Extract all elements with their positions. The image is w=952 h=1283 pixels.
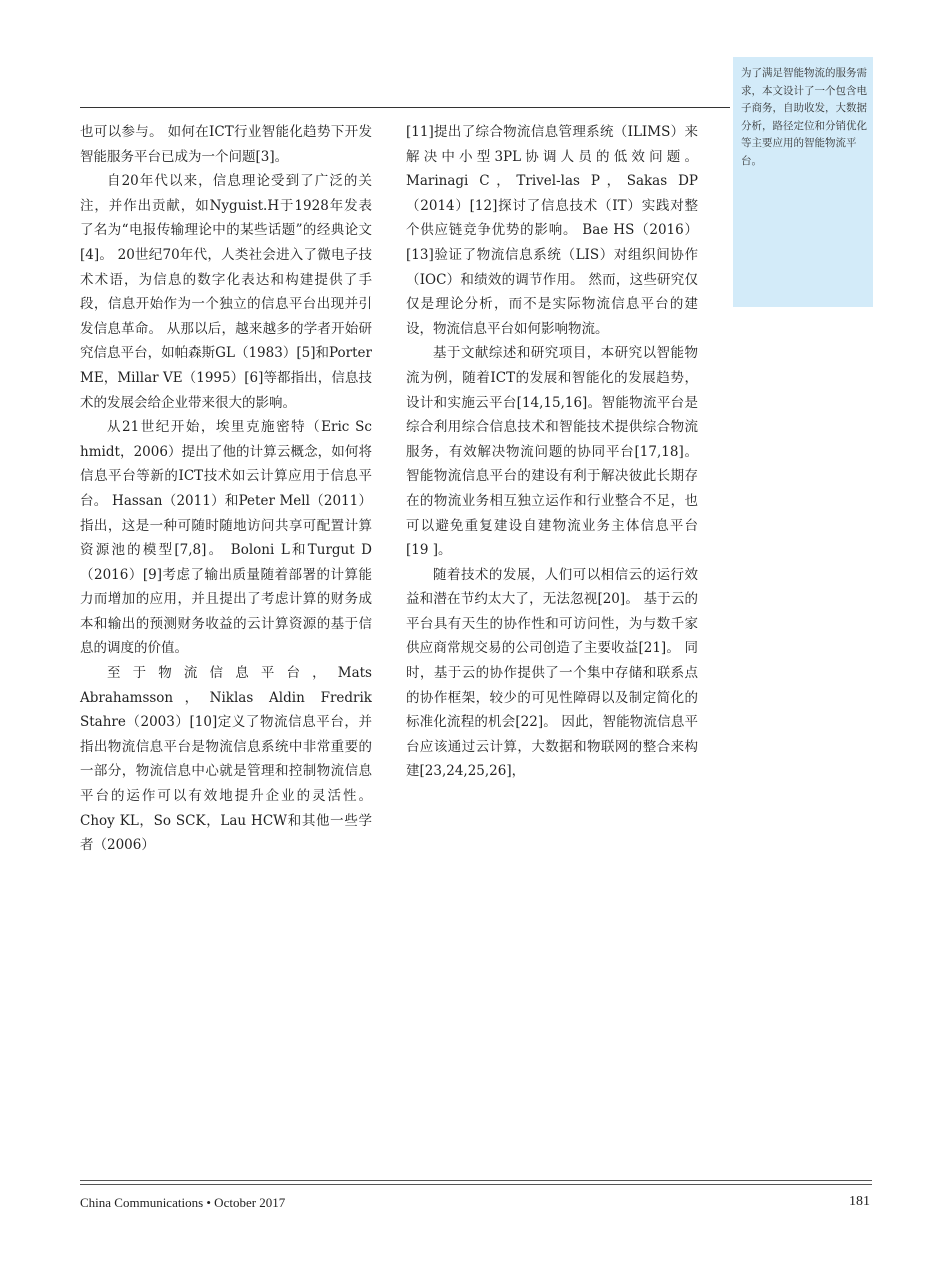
right-column	[406, 120, 698, 784]
footer-journal: China Communications • October 2017	[80, 1195, 286, 1210]
sidebar-text: 为了满足智能物流的服务需求，本文设计了一个包含电子商务，自助收发，大数据分析，路径定位和分销优化等主要应用的智能物流平台。	[741, 67, 867, 167]
footer-rule-top	[80, 1180, 872, 1181]
left-paragraph-3: 从21世纪开始，埃里克施密特（Eric Sc hmidt，2006）提出了他的计算云概念，如何将信息平台等新的ICT技术如云计算应用于信息平台。 Hassan（2011）和Peter Mell（2011）指出，这是一种可随时随地访问共享可配置计算资源池的模型[7,8]。 Boloni L和Turgut D（2016）[9]考虑了输出质量随着部署的计算能力而增加的应用，并且提出了考虑计算的财务成本和输出的预测财务收益的云计算资源的基于信息的调度的价值。	[80, 419, 372, 657]
left-paragraph-2: 自20年代以来，信息理论受到了广泛的关注，并作出贡献，如Nyguist.H于1928年发表了名为“电报传输理论中的某些话题”的经典论文[4]。 20世纪70年代，人类社会进入了微电子技术术语，为信息的数字化表达和构建提供了手段，信息开始作为一个独立的信息平台出现并引发信息革命。 从那以后，越来越多的学者开始研究信息平台，如帕森斯GL（1983）[5]和Porter ME，Millar VE（1995）[6]等都指出，信息技术的发展会给企业带来很大的影响。	[80, 173, 372, 411]
sidebar-highlight-box	[733, 57, 873, 307]
footer-rule-bottom	[80, 1184, 872, 1185]
right-paragraph-1: [11]提出了综合物流信息管理系统（ILIMS）来解决中小型3PL协调人员的低效问题。 Marinagi C，Trivel-las P，Sakas DP（2014）[12]探讨了信息技术（IT）实践对整个供应链竞争优势的影响。 Bae HS（2016）[13]验证了物流信息系统（LIS）对组织间协作（IOC）和绩效的调节作用。 然而，这些研究仅仅是理论分析，而不是实际物流信息平台的建设，物流信息平台如何影响物流。	[406, 124, 698, 337]
right-paragraph-3: 随着技术的发展，人们可以相信云的运行效益和潜在节约太大了，无法忽视[20]。 基于云的平台具有天生的协作性和可访问性，为与数千家供应商常规交易的公司创造了主要收益[21]。 同时，基于云的协作提供了一个集中存储和联系点的协作框架，较少的可见性障碍以及制定简化的标准化流程的机会[22]。 因此，智能物流信息平台应该通过云计算，大数据和物联网的整合来构建[23,24,25,26]，	[406, 566, 698, 780]
page-number: 181	[849, 1194, 870, 1209]
right-paragraph-2: 基于文献综述和研究项目，本研究以智能物流为例，随着ICT的发展和智能化的发展趋势，设计和实施云平台[14,15,16]。智能物流平台是综合利用综合信息技术和智能技术提供综合物流服务，有效解决物流问题的协同平台[17,18]。 智能物流信息平台的建设有利于解决彼此长期存在的物流业务相互独立运作和行业整合不足，也可以避免重复建设自建物流业务主体信息平台[19 ]。	[406, 345, 698, 559]
left-paragraph-4: 至于物流信息平台，Mats Abrahamsson，Niklas Aldin Fredrik Stahre（2003）[10]定义了物流信息平台，并指出物流信息平台是物流信息系统中非常重要的一部分，物流信息中心就是管理和控制物流信息平台的运作可以有效地提升企业的灵活性。 Choy KL，So SCK，Lau HCW和其他一些学者（2006）	[80, 665, 372, 854]
header-rule	[80, 107, 730, 108]
left-paragraph-1: 也可以参与。 如何在ICT行业智能化趋势下开发智能服务平台已成为一个问题[3]。	[80, 124, 372, 165]
left-column	[80, 120, 372, 858]
